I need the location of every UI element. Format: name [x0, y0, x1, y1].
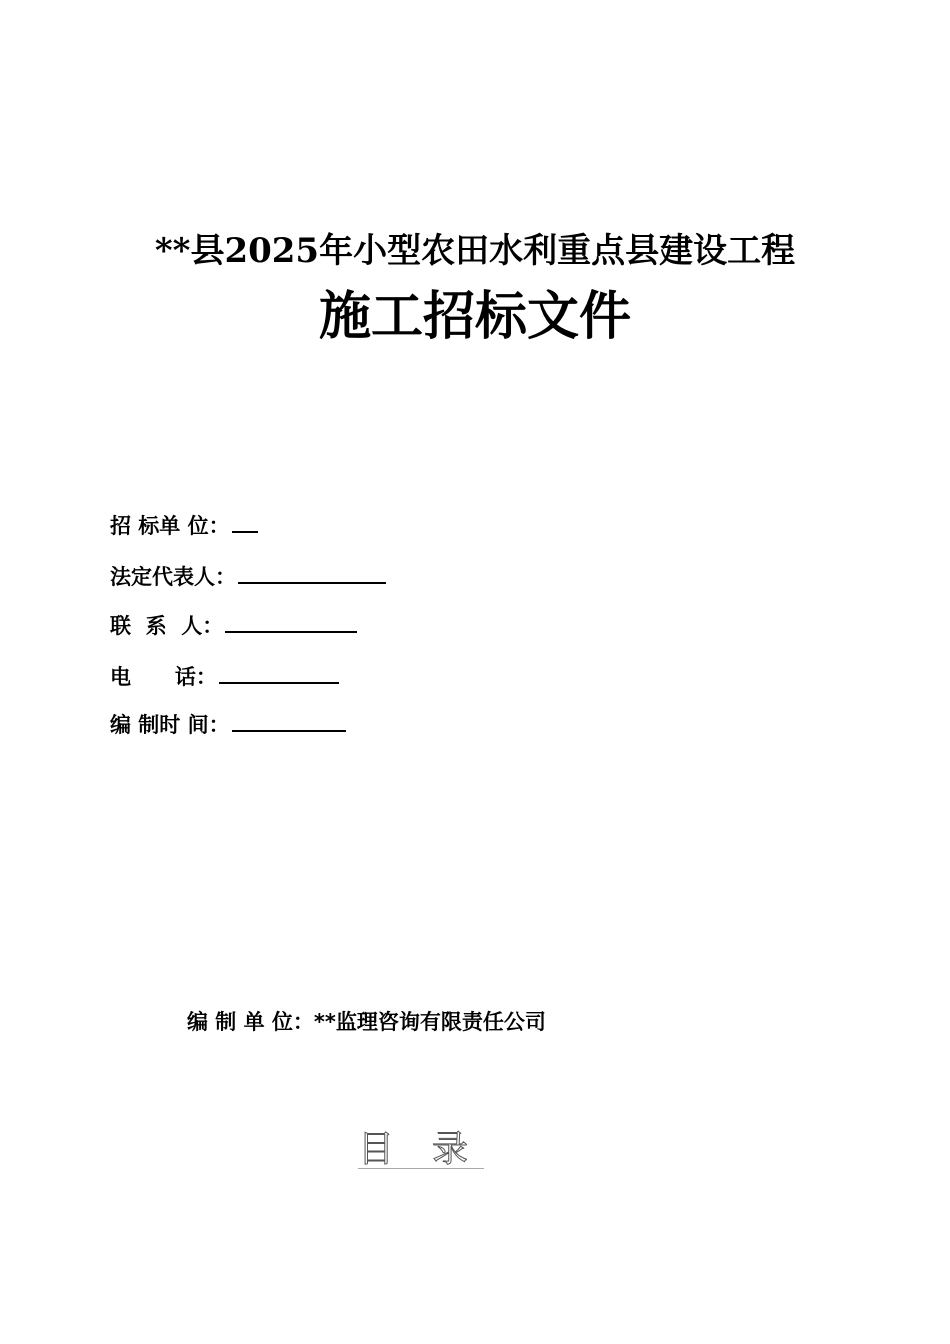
field-label: 法定代表人： — [110, 565, 236, 589]
toc-heading-underline — [358, 1168, 484, 1169]
field-compile-date — [110, 708, 346, 740]
fill-in-blank[interactable] — [232, 708, 346, 732]
fill-in-blank[interactable] — [232, 509, 258, 533]
document-title: 施工招标文件 — [318, 287, 631, 347]
toc-heading — [358, 1126, 472, 1174]
fill-in-blank[interactable] — [219, 660, 339, 684]
field-contact-person — [110, 609, 357, 641]
compiling-unit: 编 制 单 位：**监理咨询有限责任公司 — [187, 1010, 546, 1034]
toc-heading-char: 目 — [358, 1129, 399, 1170]
fill-in-blank[interactable] — [238, 560, 386, 584]
field-label: 电 话： — [110, 665, 217, 689]
field-tendering-unit — [110, 509, 258, 541]
field-label: 编 制时 间： — [110, 713, 230, 737]
toc-heading-char: 录 — [432, 1129, 473, 1170]
field-legal-representative — [110, 560, 386, 592]
field-label: 招 标单 位： — [110, 514, 230, 538]
field-telephone — [110, 660, 339, 692]
fill-in-blank[interactable] — [225, 609, 357, 633]
field-label: 联 系 人： — [110, 614, 224, 638]
project-title: **县2025年小型农田水利重点县建设工程 — [154, 231, 796, 271]
